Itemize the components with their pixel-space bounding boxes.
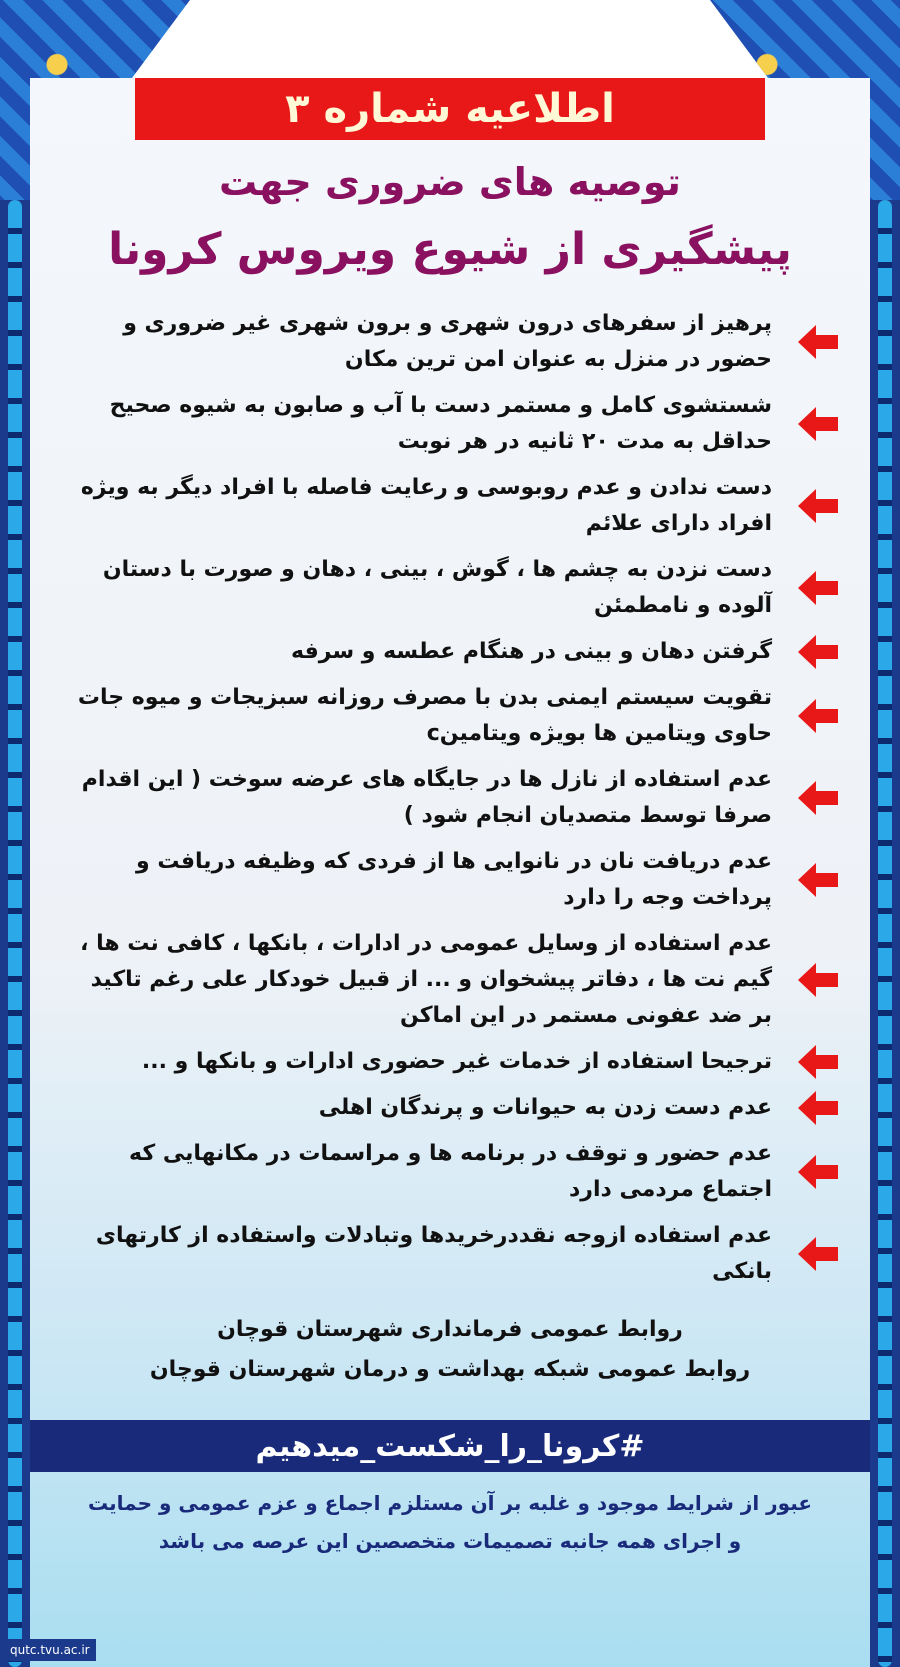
right-border xyxy=(870,200,900,1667)
recommendation-item xyxy=(62,552,838,624)
arrow-left-icon xyxy=(798,635,838,669)
recommendation-text: عدم استفاده از وسایل عمومی در ادارات ، بانکها ، کافی نت ها ، گیم نت ها ، دفاتر پیشخوان و ... از قبیل خودکار علی رغم تاکید بر ضد عفونی مستمر در این اماکن xyxy=(80,931,772,1028)
recommendation-list xyxy=(62,306,838,1300)
banner-title: اطلاعیه شماره ۳ xyxy=(285,86,615,132)
recommendation-item xyxy=(62,306,838,378)
recommendation-item xyxy=(62,680,838,752)
arrow-left-icon xyxy=(798,863,838,897)
arrow-left-icon xyxy=(798,571,838,605)
organization-credits xyxy=(80,1310,820,1390)
recommendation-item xyxy=(62,1218,838,1290)
org-line-1: روابط عمومی فرمانداری شهرستان قوچان xyxy=(217,1317,683,1342)
recommendation-text: عدم استفاده از نازل ها در جایگاه های عرضه سوخت ( این اقدام صرفا توسط متصدیان انجام شود ) xyxy=(81,767,772,828)
hashtag-text: #کرونا_را_شکست_میدهیم xyxy=(255,1428,645,1464)
announcement-banner xyxy=(135,78,765,140)
recommendation-item xyxy=(62,926,838,1034)
arrow-left-icon xyxy=(798,1091,838,1125)
recommendation-item xyxy=(62,388,838,460)
arrow-left-icon xyxy=(798,489,838,523)
recommendation-text: پرهیز از سفرهای درون شهری و برون شهری غیر ضروری و حضور در منزل به عنوان امن ترین مکان xyxy=(123,311,772,372)
hashtag-bar xyxy=(30,1420,870,1472)
recommendation-item xyxy=(62,1044,838,1080)
recommendation-item xyxy=(62,762,838,834)
recommendation-text: شستشوی کامل و مستمر دست با آب و صابون به شیوه صحیح حداقل به مدت ۲۰ ثانیه در هر نوبت xyxy=(109,393,772,454)
closing-line-2: و اجرای همه جانبه تصمیمات متخصصین این عرصه می باشد xyxy=(158,1529,742,1553)
recommendation-item xyxy=(62,1090,838,1126)
arrow-left-icon xyxy=(798,1045,838,1079)
recommendation-item xyxy=(62,1136,838,1208)
left-border xyxy=(0,200,30,1667)
subtitle-line-2: پیشگیری از شیوع ویروس کرونا xyxy=(108,224,792,275)
arrow-left-icon xyxy=(798,781,838,815)
recommendation-text: دست ندادن و عدم روبوسی و رعایت فاصله با افراد دیگر به ویژه افراد دارای علائم xyxy=(80,475,772,536)
arrow-left-icon xyxy=(798,407,838,441)
recommendation-text: عدم دریافت نان در نانوایی ها از فردی که وظیفه دریافت و پرداخت وجه را دارد xyxy=(136,849,772,910)
arrow-left-icon xyxy=(798,699,838,733)
subtitle-line-1: توصیه های ضروری جهت xyxy=(219,160,681,204)
recommendation-item xyxy=(62,844,838,916)
recommendation-text: عدم حضور و توقف در برنامه ها و مراسمات در مکانهایی که اجتماع مردمی دارد xyxy=(129,1141,772,1202)
recommendation-text: عدم دست زدن به حیوانات و پرندگان اهلی xyxy=(318,1095,772,1120)
closing-line-1: عبور از شرایط موجود و غلبه بر آن مستلزم اجماع و عزم عمومی و حمایت xyxy=(87,1491,813,1515)
recommendation-text: تقویت سیستم ایمنی بدن با مصرف روزانه سبزیجات و میوه جات حاوی ویتامین ها بویژه ویتامینc xyxy=(77,685,772,746)
arrow-left-icon xyxy=(798,1155,838,1189)
recommendation-text: ترجیحا استفاده از خدمات غیر حضوری ادارات و بانکها و ... xyxy=(141,1049,772,1074)
recommendation-item xyxy=(62,470,838,542)
arrow-left-icon xyxy=(798,963,838,997)
site-watermark[interactable]: qutc.tvu.ac.ir xyxy=(4,1639,96,1661)
recommendation-item xyxy=(62,634,838,670)
recommendation-text: دست نزدن به چشم ها ، گوش ، بینی ، دهان و صورت با دستان آلوده و نامطمئن xyxy=(102,557,772,618)
org-line-2: روابط عمومی شبکه بهداشت و درمان شهرستان قوچان xyxy=(149,1357,751,1382)
recommendation-text: گرفتن دهان و بینی در هنگام عطسه و سرفه xyxy=(291,639,772,664)
arrow-left-icon xyxy=(798,325,838,359)
closing-statement xyxy=(60,1484,840,1560)
arrow-left-icon xyxy=(798,1237,838,1271)
recommendation-text: عدم استفاده ازوجه نقددرخریدها وتبادلات واستفاده از کارتهای بانکی xyxy=(95,1223,772,1284)
